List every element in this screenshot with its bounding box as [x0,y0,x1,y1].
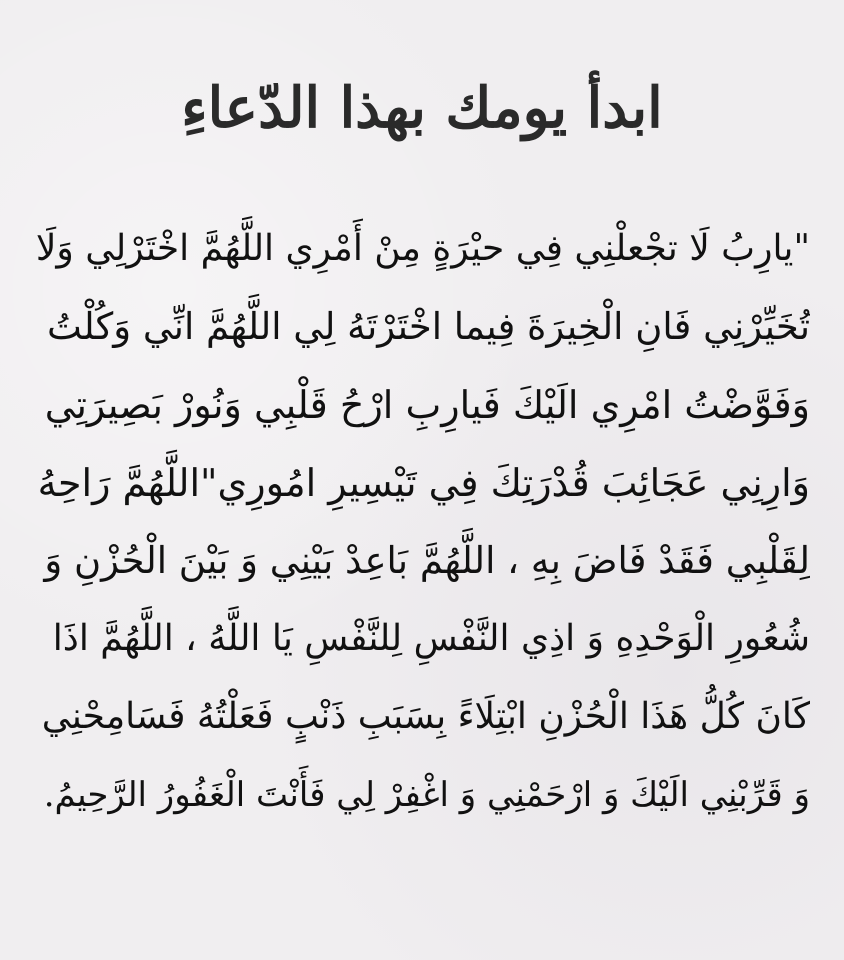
dua-line-2: تُخَيِّرْنِي فَانِ الْخِيرَةَ فِيما اخْتَرْتَهُ لِي اللَّهُمَّ انِّي وَكُلْتُ [47,305,810,348]
dua-line-3: وَفَوَّضْتُ امْرِي الَيْكَ فَيارِبِ ارْحُ قَلْبِي وَنُورْ بَصِيرَتِي [44,383,810,427]
dua-line-1: "يارِبُ لَا تجْعلْنِي فِي حيْرَةٍ مِنْ أَمْرِي اللَّهُمَّ اخْتَرْلِي وَلَا [35,228,810,269]
dua-line-8: وَ قَرِّبْنِي الَيْكَ وَ ارْحَمْنِي وَ اغْفِرْ لِي فَأَنْتَ الْغَفُورُ الرَّحِيمُ. [43,775,810,815]
dua-line-6: شُعُورِ الْوَحْدِهِ وَ اذِي النَّفْسِ لِلنَّفْسِ يَا اللَّهُ ، اللَّهُمَّ اذَا [52,618,810,659]
dua-line-7: كَانَ كُلُّ هَذَا الْحُزْنِ ابْتِلَاءً بِسَبَبِ ذَنْبٍ فَعَلْتُهُ فَسَامِحْنِي [41,696,810,737]
dua-line-4: وَارِنِي عَجَائِبَ قُدْرَتِكَ فِي تَيْسِيرِ امُورِي"اللَّهُمَّ رَاحِهُ [37,461,810,505]
dua-text [34,210,810,834]
page-title: ابدأ يومك بهذا الدّعاءِ [181,75,663,141]
dua-line-5: لِقَلْبِي فَقَدْ فَاضَ بِهِ ، اللَّهُمَّ بَاعِدْ بَيْنِي وَ بَيْنَ الْحُزْنِ وَ [44,539,810,582]
